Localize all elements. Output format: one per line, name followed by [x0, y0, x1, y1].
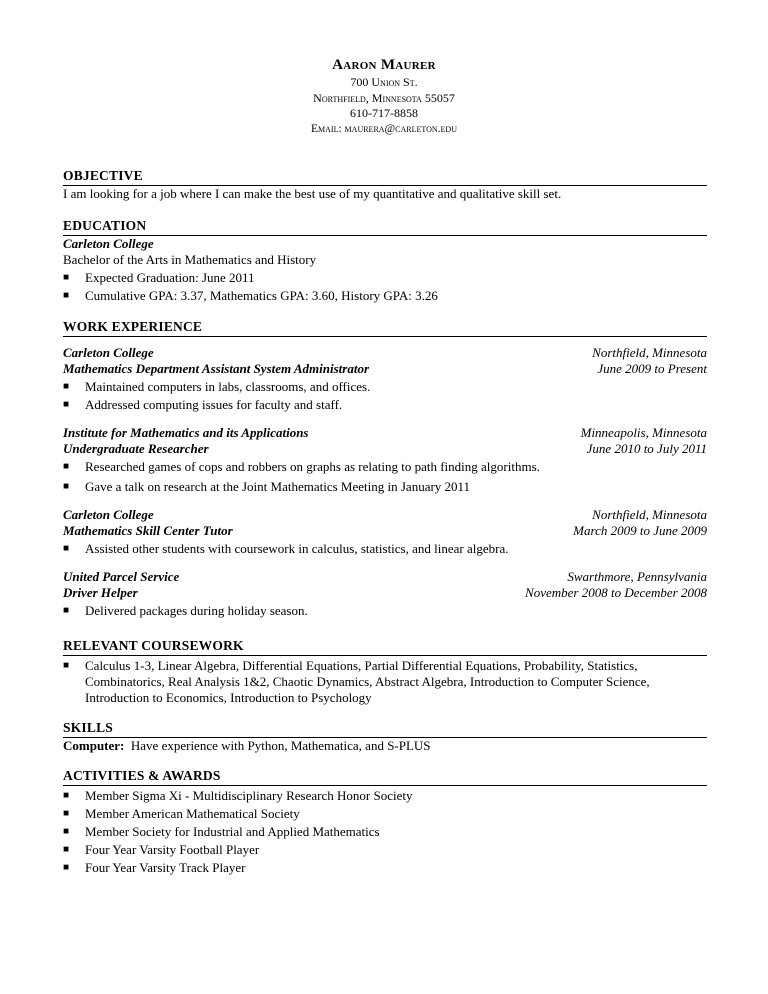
skills-section — [63, 720, 707, 754]
job-title: Mathematics Skill Center Tutor — [63, 523, 233, 538]
job-entry — [63, 507, 707, 557]
job-dates: June 2010 to July 2011 — [586, 441, 707, 456]
bullet-icon: ■ — [63, 461, 70, 472]
list-item: ■ Researched games of cops and robbers on graphs as relating to path finding algorithms. — [63, 459, 540, 474]
job-organization: United Parcel Service — [63, 569, 180, 584]
job-entry — [63, 425, 707, 495]
bullet-icon: ■ — [63, 290, 70, 301]
skills-computer — [63, 738, 707, 754]
list-item: ■ Gave a talk on research at the Joint Mathematics Meeting in January 2011 — [63, 479, 471, 494]
skills-heading: SKILLS — [63, 720, 707, 738]
bullet-icon: ■ — [63, 399, 70, 410]
skills-label: Computer: — [63, 738, 125, 753]
job-dates: March 2009 to June 2009 — [573, 523, 707, 538]
job-title: Mathematics Department Assistant System Administrator — [63, 361, 370, 376]
list-item: ■ Assisted other students with coursework in calculus, statistics, and linear algebra. — [63, 541, 509, 556]
job-location: Northfield, Minnesota — [592, 345, 707, 360]
job-dates: June 2009 to Present — [597, 361, 707, 376]
list-item: ■ Cumulative GPA: 3.37, Mathematics GPA: 3.60, History GPA: 3.26 — [63, 288, 438, 303]
list-item: ■ Four Year Varsity Track Player — [63, 860, 246, 875]
bullet-icon: ■ — [63, 481, 70, 492]
job-dates: November 2008 to December 2008 — [525, 585, 707, 600]
list-item: ■ Calculus 1-3, Linear Algebra, Differential Equations, Partial Differential Equations, Probability, Statistics, Combinatorics, Real Analysis 1&2, Chaotic Dynamics, Abstract Algebra, Introduction to Computer Science, Introduction to Economics, Introduction to Psychology — [63, 658, 650, 705]
job-entry — [63, 345, 707, 413]
email-address[interactable]: Email: maurera@carleton.edu — [311, 122, 457, 135]
objective-section — [63, 168, 707, 202]
list-item: ■ Expected Graduation: June 2011 — [63, 270, 255, 285]
list-item: ■ Maintained computers in labs, classrooms, and offices. — [63, 379, 371, 394]
list-item: ■ Addressed computing issues for faculty and staff. — [63, 397, 343, 412]
activities-section — [63, 768, 707, 878]
bullet-icon: ■ — [63, 808, 70, 819]
job-location: Swarthmore, Pennsylvania — [567, 569, 707, 584]
address-street: 700 Union St. — [350, 75, 418, 89]
work-section — [63, 319, 707, 621]
list-item: ■ Member Society for Industrial and Applied Mathematics — [63, 824, 380, 839]
job-location: Northfield, Minnesota — [592, 507, 707, 522]
education-heading: EDUCATION — [63, 218, 707, 236]
list-item: ■ Member Sigma Xi - Multidisciplinary Research Honor Society — [63, 788, 413, 803]
activities-heading: ACTIVITIES & AWARDS — [63, 768, 707, 786]
list-item: ■ Member American Mathematical Society — [63, 806, 300, 821]
phone-number: 610-717-8858 — [350, 106, 418, 120]
job-title: Driver Helper — [63, 585, 138, 600]
skills-text: Have experience with Python, Mathematica, and S-PLUS — [130, 738, 431, 753]
work-heading: WORK EXPERIENCE — [63, 319, 707, 337]
education-degree: Bachelor of the Arts in Mathematics and History — [63, 252, 317, 267]
job-entry — [63, 569, 707, 619]
bullet-icon: ■ — [63, 543, 70, 554]
bullet-icon: ■ — [63, 790, 70, 801]
education-school: Carleton College — [63, 236, 154, 251]
address-city: Northfield, Minnesota 55057 — [313, 90, 455, 105]
bullet-icon: ■ — [63, 660, 70, 671]
job-organization: Carleton College — [63, 507, 154, 522]
bullet-icon: ■ — [63, 862, 70, 873]
bullet-icon: ■ — [63, 844, 70, 855]
bullet-icon: ■ — [63, 381, 70, 392]
objective-text: I am looking for a job where I can make the best use of my quantitative and qualitative skill set. — [63, 186, 562, 201]
job-organization: Carleton College — [63, 345, 154, 360]
coursework-heading: RELEVANT COURSEWORK — [63, 638, 707, 656]
education-section — [63, 218, 707, 306]
bullet-icon: ■ — [63, 605, 70, 616]
coursework-section — [63, 638, 707, 708]
list-item: ■ Four Year Varsity Football Player — [63, 842, 260, 857]
bullet-icon: ■ — [63, 272, 70, 283]
bullet-icon: ■ — [63, 826, 70, 837]
job-title: Undergraduate Researcher — [63, 441, 209, 456]
resume-header — [0, 56, 768, 137]
objective-heading: OBJECTIVE — [63, 168, 707, 186]
job-location: Minneapolis, Minnesota — [580, 425, 707, 440]
education-bullets — [63, 270, 707, 304]
candidate-name: Aaron Maurer — [332, 57, 436, 73]
list-item: ■ Delivered packages during holiday season. — [63, 603, 308, 618]
job-organization: Institute for Mathematics and its Applications — [63, 425, 309, 440]
